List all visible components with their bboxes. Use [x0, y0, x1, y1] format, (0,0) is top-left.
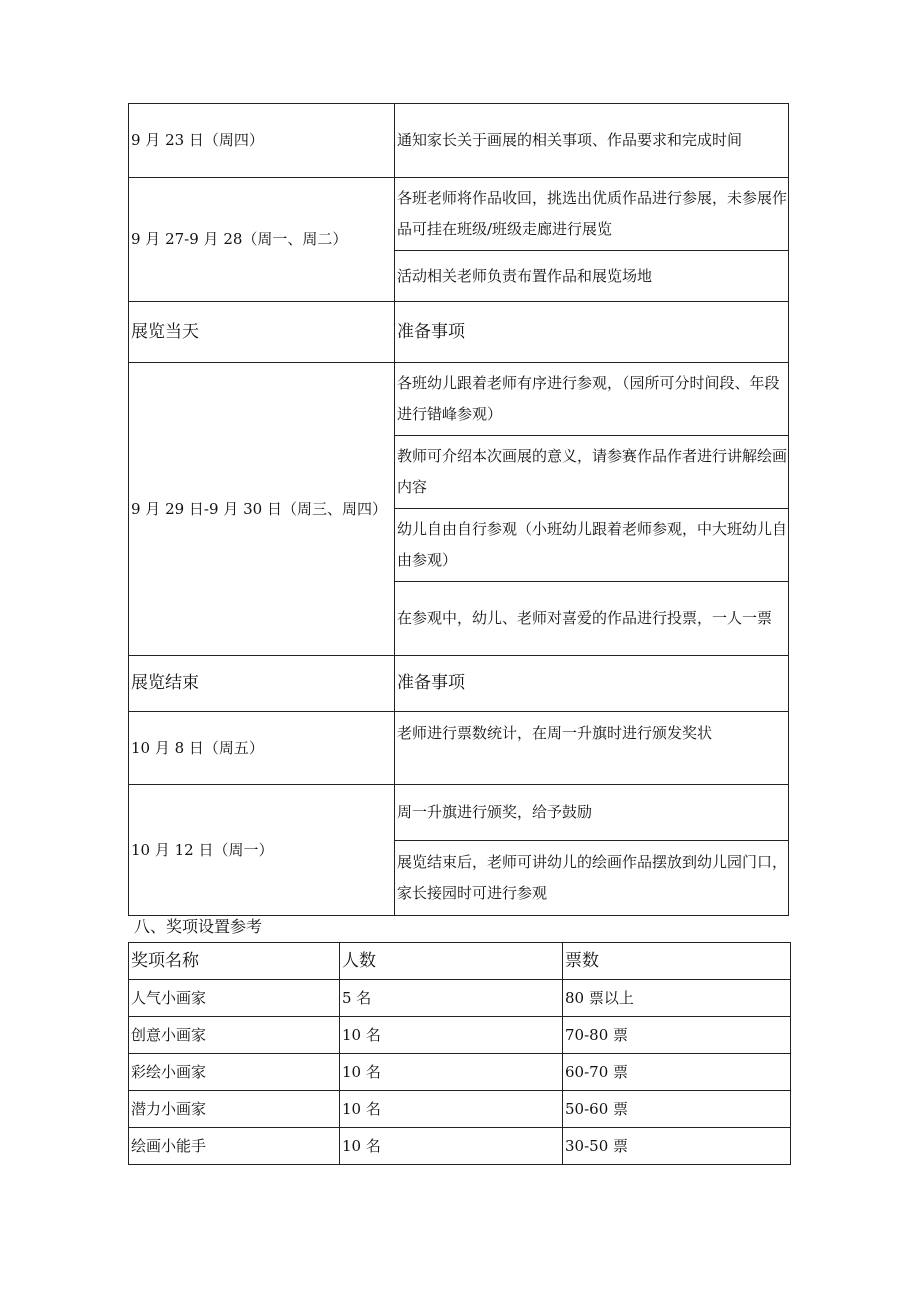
awards-heading: 八、奖项设置参考	[134, 917, 263, 936]
date-cell: 10 月 8 日（周五）	[129, 712, 395, 785]
table-header-row	[129, 943, 791, 980]
award-name-cell: 创意小画家	[129, 1017, 340, 1054]
date-cell: 10 月 12 日（周一）	[129, 785, 395, 916]
task-cell: 周一升旗进行颁奖，给予鼓励	[395, 785, 789, 841]
table-row	[129, 1128, 791, 1165]
task-cell: 教师可介绍本次画展的意义，请参赛作品作者进行讲解绘画内容	[395, 436, 789, 509]
section-header-row	[129, 302, 789, 363]
table-row	[129, 363, 789, 436]
task-cell: 各班幼儿跟着老师有序进行参观，（园所可分时间段、年段进行错峰参观）	[395, 363, 789, 436]
award-count-cell: 5 名	[340, 980, 563, 1017]
table-row	[129, 1054, 791, 1091]
task-cell: 老师进行票数统计，在周一升旗时进行颁发奖状	[395, 712, 789, 785]
column-header: 票数	[563, 943, 791, 980]
table-row	[129, 104, 789, 178]
award-name-cell: 潜力小画家	[129, 1091, 340, 1128]
task-cell: 在参观中，幼儿、老师对喜爱的作品进行投票，一人一票	[395, 582, 789, 656]
table-row	[129, 1017, 791, 1054]
award-count-cell: 10 名	[340, 1017, 563, 1054]
schedule-table	[128, 103, 789, 916]
award-count-cell: 10 名	[340, 1054, 563, 1091]
award-count-cell: 10 名	[340, 1128, 563, 1165]
section-title: 展览结束	[129, 656, 395, 712]
awards-table	[128, 942, 791, 1165]
column-header: 奖项名称	[129, 943, 340, 980]
award-votes-cell: 70-80 票	[563, 1017, 791, 1054]
table-row	[129, 785, 789, 841]
task-cell: 幼儿自由自行参观（小班幼儿跟着老师参观，中大班幼儿自由参观）	[395, 509, 789, 582]
table-row	[129, 712, 789, 785]
award-votes-cell: 50-60 票	[563, 1091, 791, 1128]
section-title: 展览当天	[129, 302, 395, 363]
section-subtitle: 准备事项	[395, 302, 789, 363]
award-votes-cell: 80 票以上	[563, 980, 791, 1017]
task-cell: 通知家长关于画展的相关事项、作品要求和完成时间	[395, 104, 789, 178]
award-votes-cell: 30-50 票	[563, 1128, 791, 1165]
date-cell: 9 月 29 日-9 月 30 日（周三、周四）	[129, 363, 395, 656]
section-header-row	[129, 656, 789, 712]
table-row	[129, 178, 789, 251]
table-row	[129, 980, 791, 1017]
date-cell: 9 月 23 日（周四）	[129, 104, 395, 178]
section-subtitle: 准备事项	[395, 656, 789, 712]
award-votes-cell: 60-70 票	[563, 1054, 791, 1091]
table-row	[129, 1091, 791, 1128]
task-cell: 各班老师将作品收回，挑选出优质作品进行参展，未参展作品可挂在班级/班级走廊进行展览	[395, 178, 789, 251]
task-cell: 展览结束后，老师可讲幼儿的绘画作品摆放到幼儿园门口，家长接园时可进行参观	[395, 841, 789, 916]
award-name-cell: 彩绘小画家	[129, 1054, 340, 1091]
column-header: 人数	[340, 943, 563, 980]
award-name-cell: 人气小画家	[129, 980, 340, 1017]
award-count-cell: 10 名	[340, 1091, 563, 1128]
date-cell: 9 月 27-9 月 28（周一、周二）	[129, 178, 395, 302]
task-cell: 活动相关老师负责布置作品和展览场地	[395, 251, 789, 302]
award-name-cell: 绘画小能手	[129, 1128, 340, 1165]
